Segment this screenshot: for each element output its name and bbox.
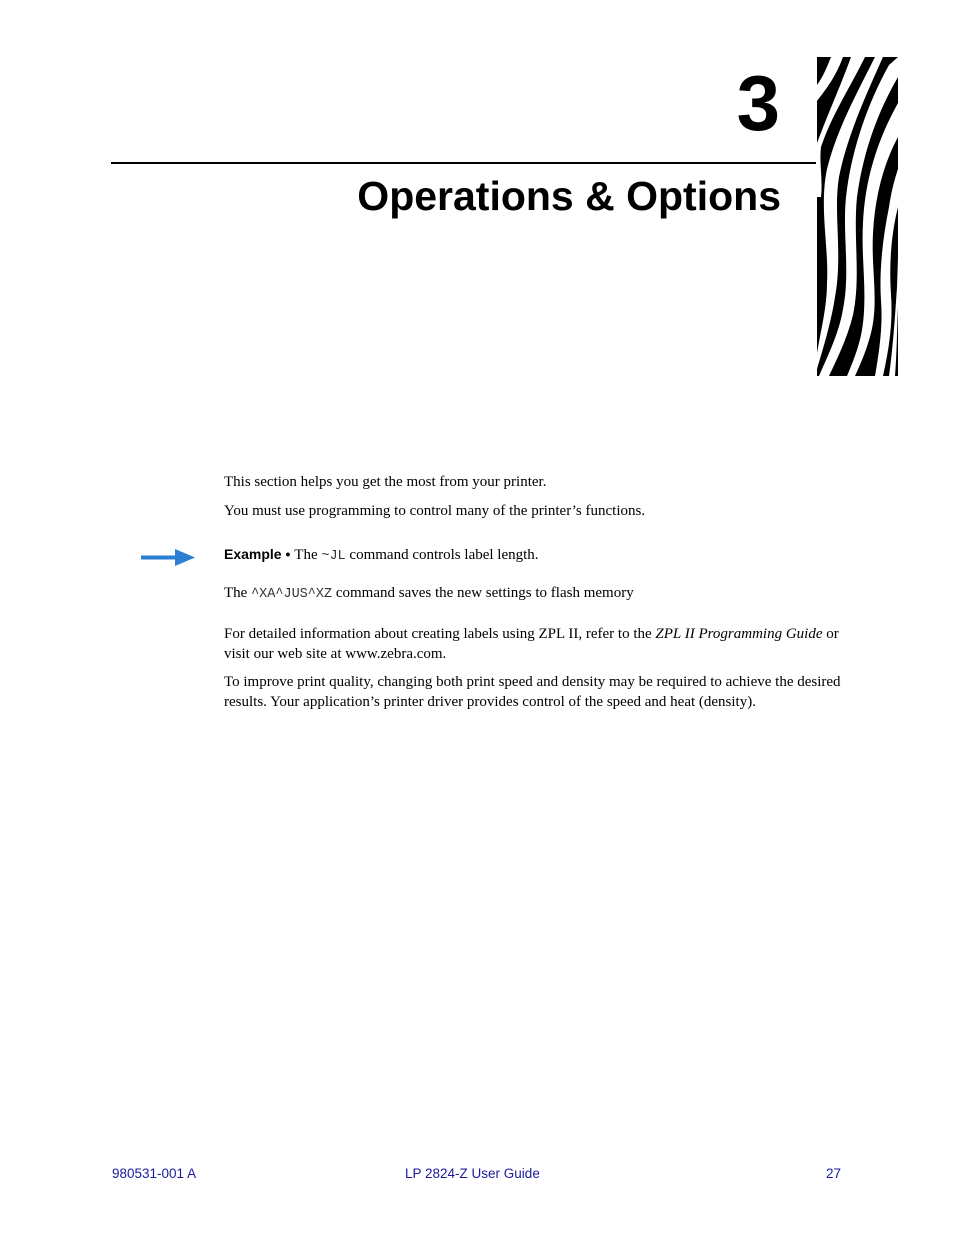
quality-paragraph: To improve print quality, changing both print speed and density may be required to achieve the desired results. Your application’s printer driver provides control of the speed and heat (density). [224,674,841,710]
example-note [224,545,844,567]
arrow-right-icon [141,548,195,568]
intro-paragraph-1: This section helps you get the most from your printer. [224,474,547,490]
chapter-title: Operations & Options [357,173,781,219]
footer-page-number: 27 [826,1166,842,1181]
example-label: Example [224,546,282,562]
chapter-number: 3 [736,59,780,147]
intro-paragraph-2: You must use programming to control many of the printer’s functions. [224,503,646,519]
example-2-text-post: command saves the new settings to flash memory [332,585,634,601]
detail-paragraph [224,625,844,664]
detail-text-pre: For detailed information about creating labels using ZPL II, refer to the [224,626,656,642]
footer-guide-title: LP 2824-Z User Guide [405,1166,540,1181]
example-2-code: ^XA^JUS^XZ [251,587,333,602]
zebra-stripes-logo [817,57,898,376]
example-text-post: command controls label length. [345,547,539,563]
example-separator: • [281,546,295,562]
detail-text-post: or visit our web site at www.zebra.com. [224,626,839,662]
footer-doc-number: 980531-001 A [112,1166,197,1181]
chapter-rule [111,162,816,164]
example-note-2 [224,584,844,605]
programming-guide-title: ZPL II Programming Guide [655,626,823,642]
example-text-pre: The [294,547,322,563]
example-2-text-pre: The [224,585,252,601]
example-code: ~JL [321,549,346,564]
